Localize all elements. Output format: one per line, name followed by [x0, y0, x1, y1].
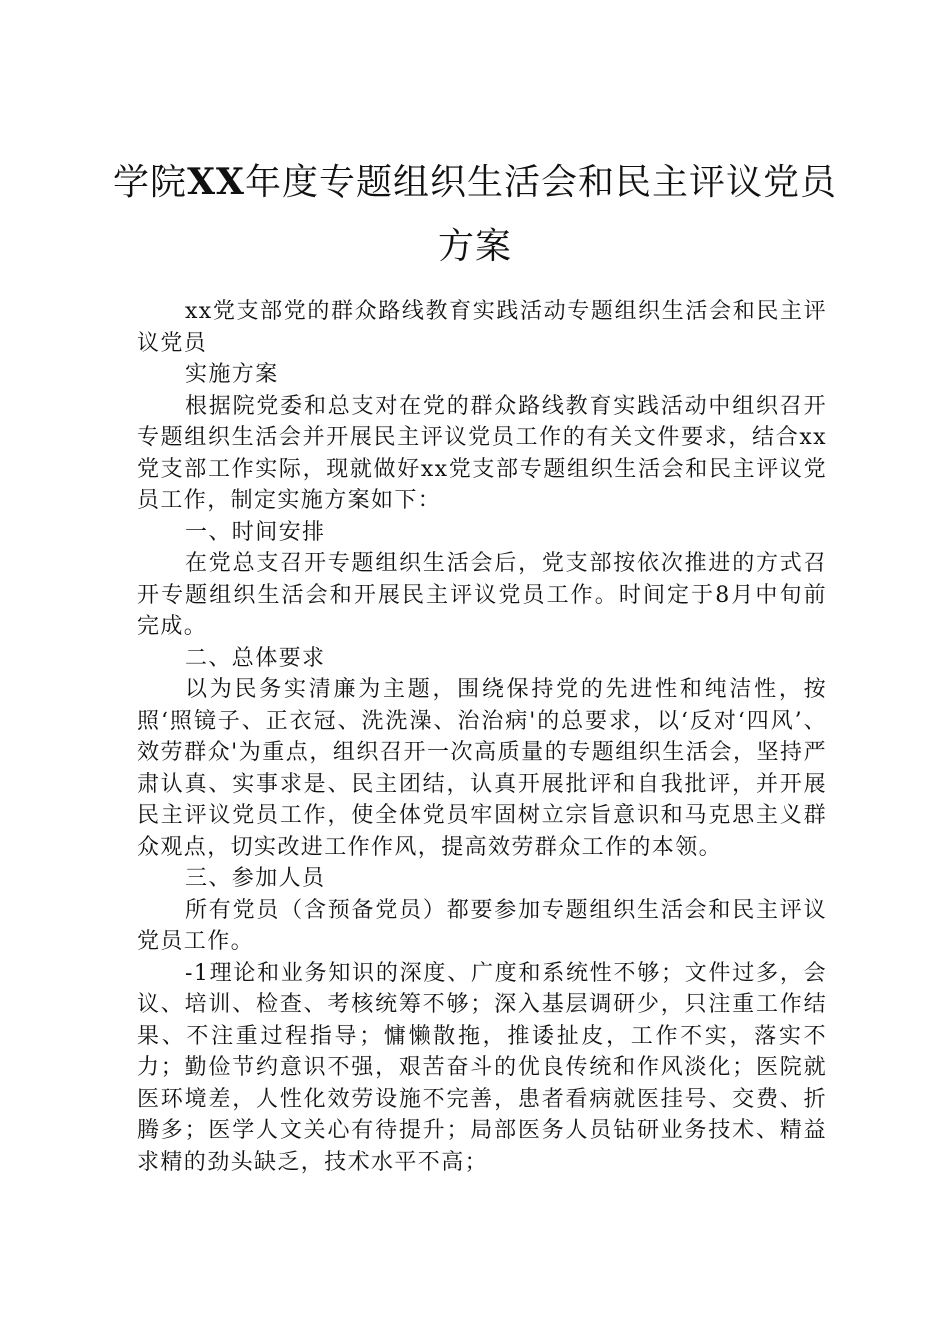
- document-body: [137, 296, 827, 1178]
- paragraph-plan-label: 实施方案: [185, 362, 279, 387]
- heading-general-requirements: 二、总体要求: [185, 645, 326, 671]
- paragraph-issues-list: -1理论和业务知识的深度、广度和系统性不够；文件过多，会议、培训、检查、考核统筹不够；深入基层调研少，只注重工作结果、不注重过程指导；慵懒散拖，推诿扯皮，工作不实，落实不力；勤俭节约意识不强，艰苦奋斗的优良传统和作风淡化；医院就医环境差，人性化效劳设施不完善，患者看病就医挂号、交费、折腾多；医学人文关心有待提升；局部医务人员钻研业务技术、精益求精的劲头缺乏，技术水平不高；: [137, 960, 827, 1175]
- heading-participants: 三、参加人员: [185, 866, 326, 891]
- paragraph-participants: 所有党员（含预备党员）都要参加专题组织生活会和民主评议党员工作。: [137, 897, 827, 954]
- heading-time-arrangement: 一、时间安排: [185, 519, 326, 545]
- paragraph-subtitle: xx党支部党的群众路线教育实践活动专题组织生活会和民主评议党员: [137, 299, 827, 356]
- title-suffix: 年度专题组织生活会和民主评议党员方案: [244, 162, 837, 267]
- paragraph-time-arrangement: 在党总支召开专题组织生活会后，党支部按依次推进的方式召开专题组织生活会和开展民主评议党员工作。时间定于8月中旬前完成。: [137, 551, 827, 639]
- document-title: [100, 150, 850, 279]
- paragraph-intro: 根据院党委和总支对在党的群众路线教育实践活动中组织召开专题组织生活会并开展民主评议党员工作的有关文件要求，结合xx党支部工作实际，现就做好xx党支部专题组织生活会和民主评议党员工作，制定实施方案如下：: [137, 393, 827, 513]
- title-prefix: 学院: [113, 162, 188, 203]
- title-bold-xx: XX: [187, 161, 245, 203]
- paragraph-general-requirements: 以为民务实清廉为主题，围绕保持党的先进性和纯洁性，按照‘照镜子、正衣冠、洗洗澡、治治病'的总要求，以‘反对‘四风’、效劳群众'为重点，组织召开一次高质量的专题组织生活会，坚持严肃认真、实事求是、民主团结，认真开展批评和自我批评，并开展民主评议党员工作，使全体党员牢固树立宗旨意识和马克思主义群众观点，切实改进工作作风，提高效劳群众工作的本领。: [137, 677, 827, 860]
